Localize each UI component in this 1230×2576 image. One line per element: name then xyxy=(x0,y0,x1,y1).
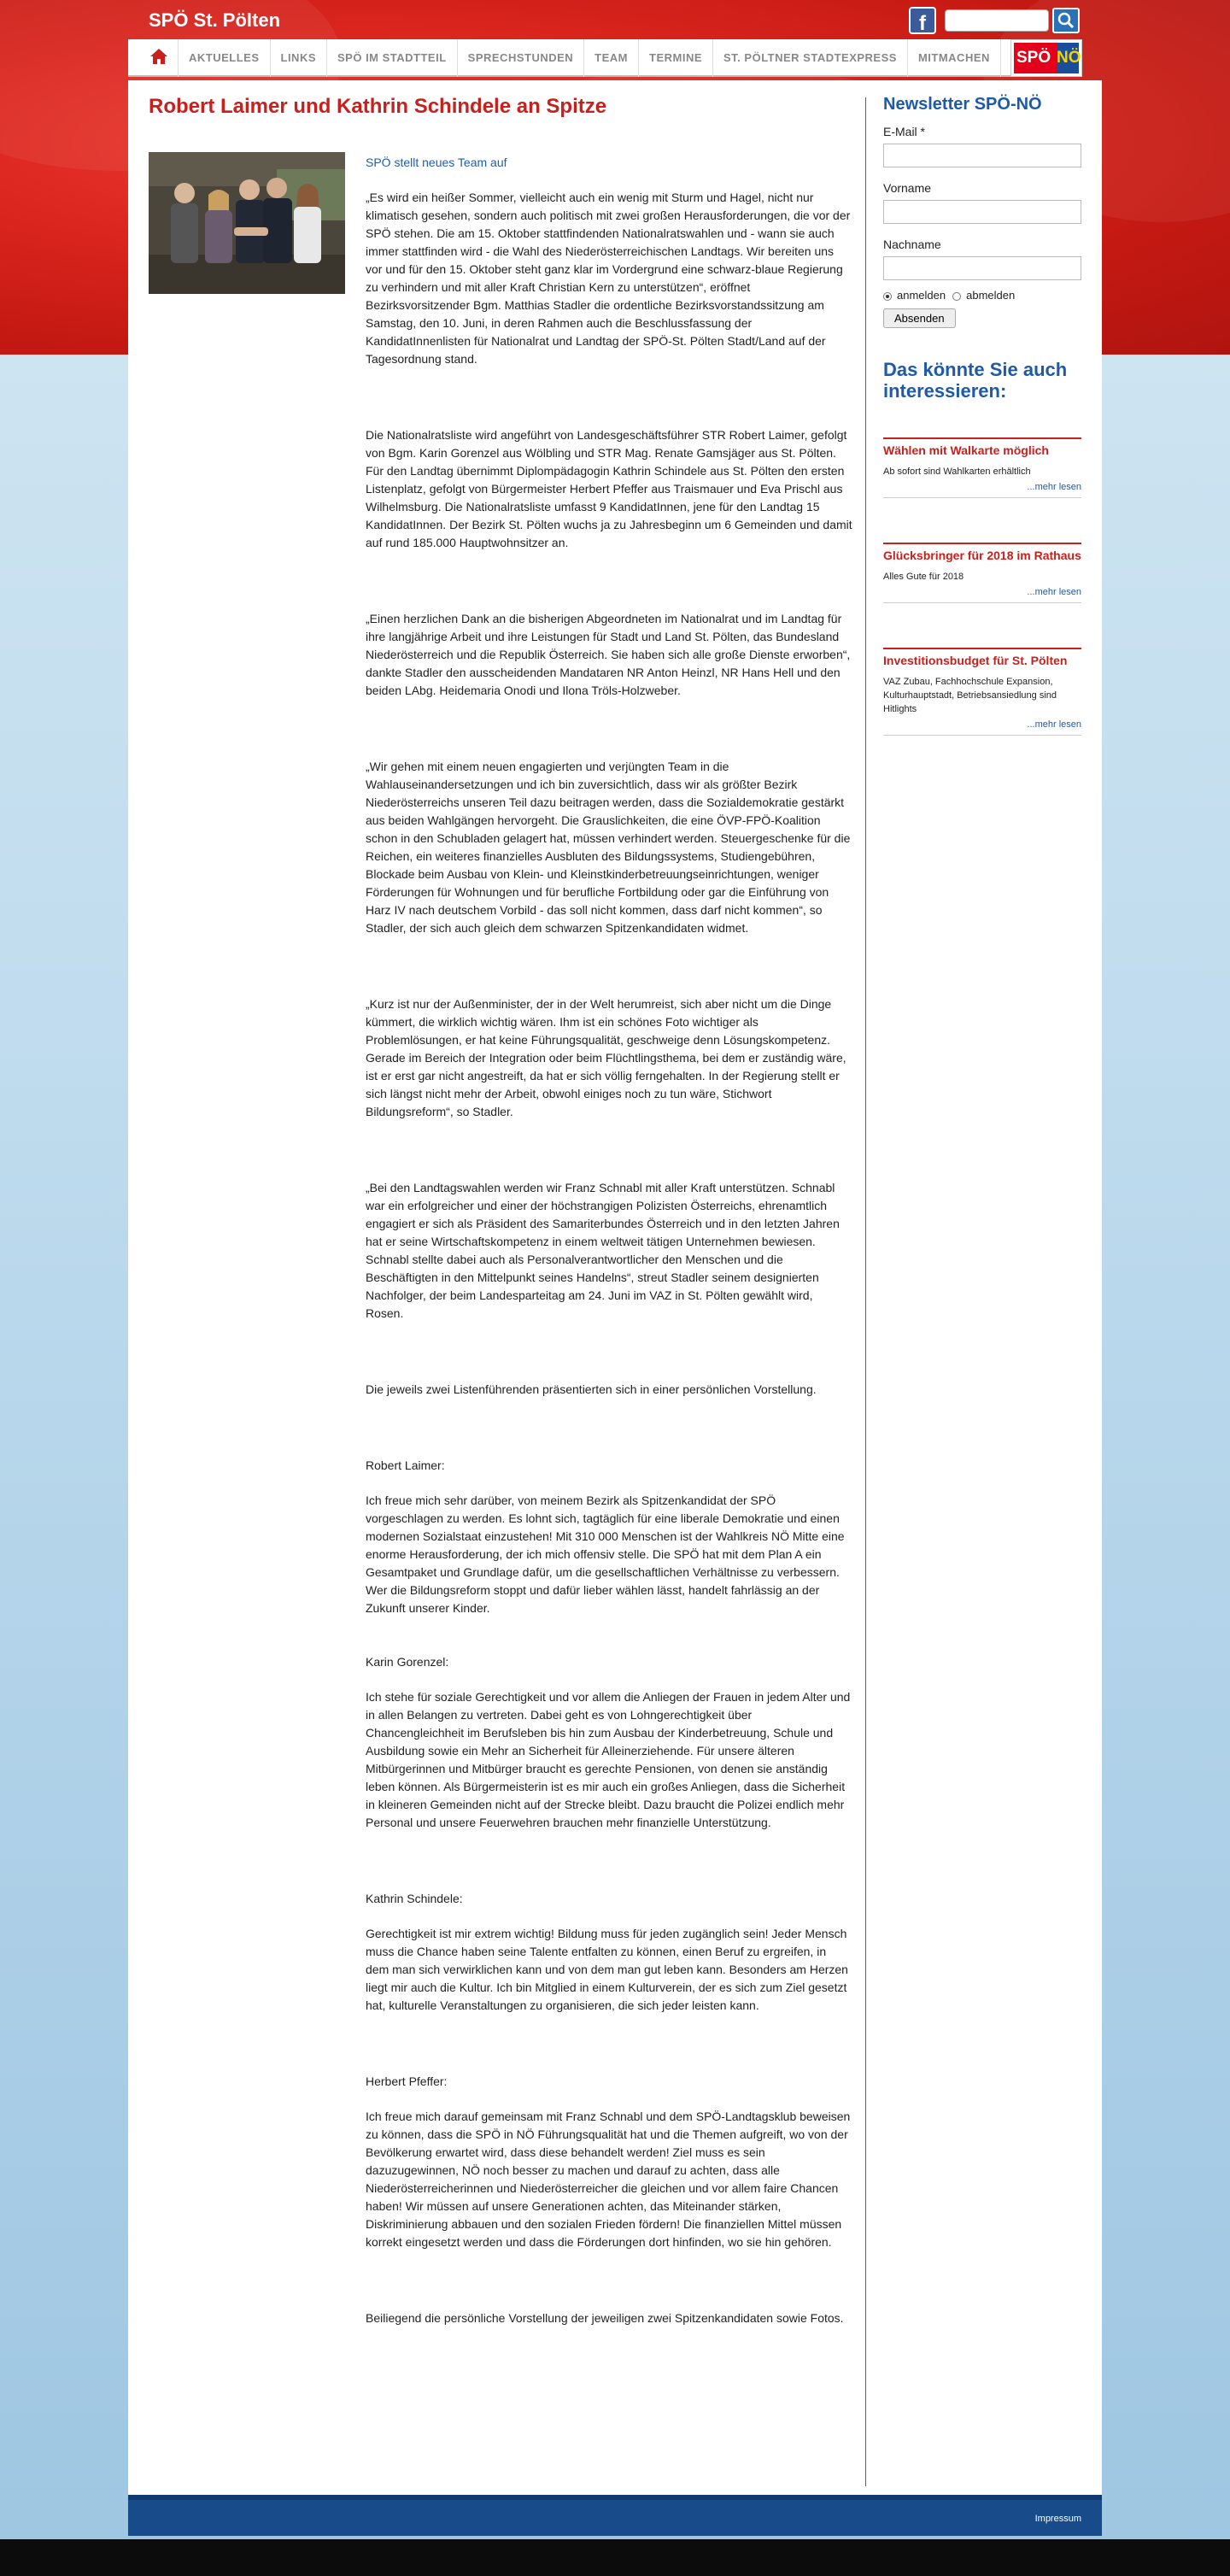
subscribe-radio[interactable] xyxy=(883,292,892,301)
related-item xyxy=(883,437,1081,498)
candidate-name: Herbert Pfeffer: xyxy=(366,2074,448,2088)
nav-item-sprechstunden[interactable]: SPRECHSTUNDEN xyxy=(457,39,584,77)
home-icon[interactable] xyxy=(149,46,169,67)
related-item-text: Alles Gute für 2018 xyxy=(883,572,964,582)
candidate-name: Karin Gorenzel: xyxy=(366,1655,449,1669)
page-title: Robert Laimer und Kathrin Schindele an Spitze xyxy=(149,95,607,118)
nav-item-links[interactable]: LINKS xyxy=(270,39,327,77)
email-label: E-Mail * xyxy=(883,125,926,138)
impressum-link[interactable]: Impressum xyxy=(1034,2514,1081,2524)
lastname-field[interactable] xyxy=(883,256,1081,280)
nav-item-aktuelles[interactable]: AKTUELLES xyxy=(178,39,270,77)
candidate-statement: Ich freue mich darauf gemeinsam mit Franz Schnabl und dem SPÖ-Landtagsklub beweisen zu können, dass die SPÖ in NÖ Führungsqualität hat und die Themen aufgreift, wo von der Bevölkerung erwartet wird, dass diese behandelt werden! Ziel muss es sein dazuzugewinnen, NÖ noch besser zu machen und darauf zu achten, dass alle Niederösterreicherinnen und Niederösterreicher die gleichen und vor allem faire Chancen haben! Wir müssen auf unsere Generationen achten, das Miteinander stärken, Diskriminierung abbauen und den sozialen Frieden fördern! Die finanziellen Mittel müssen korrekt eingesetzt werden und dass die Förderungen dort hinfinden, wo sie hin gehören. xyxy=(366,2110,851,2249)
logo-noe-text: NÖ xyxy=(1057,43,1079,73)
firstname-label: Vorname xyxy=(883,181,932,195)
search-input[interactable] xyxy=(945,9,1049,32)
candidate-statement: Gerechtigkeit ist mir extrem wichtig! Bildung muss für jeden zugänglich sein! Jeder Mensch muss die Chance haben seine Talente entfalten zu können, einen Beruf zu ergreifen, in dem man sich verwirklichen kann und von dem man gut leben kann. Besonders am Herzen liegt mir auch die Kultur. Ich bin Mitglied in einem Kulturverein, der es sich zum Ziel gesetzt hat, kulturelle Veranstaltungen zu organisieren, die sich jeder leisten kann. xyxy=(366,1927,848,2012)
candidate-name: Kathrin Schindele: xyxy=(366,1892,463,1905)
article-subtitle: SPÖ stellt neues Team auf xyxy=(366,155,507,169)
header xyxy=(128,0,1102,39)
read-more-link[interactable]: ...mehr lesen xyxy=(883,719,1081,736)
email-field[interactable] xyxy=(883,144,1081,167)
related-item-text: Ab sofort sind Wahlkarten erhältlich xyxy=(883,466,1031,477)
content-area xyxy=(128,80,1102,2495)
article-paragraph: Die jeweils zwei Listenführenden präsentierten sich in einer persönlichen Vorstellung. xyxy=(366,1382,817,1396)
nav-item-mitmachen[interactable]: MITMACHEN xyxy=(907,39,1001,77)
firstname-field[interactable] xyxy=(883,200,1081,224)
nav-items xyxy=(178,39,1001,77)
related-heading: Das könnte Sie auch interessieren: xyxy=(883,359,1068,402)
main-navigation xyxy=(128,39,1102,80)
related-item-title[interactable]: Glücksbringer für 2018 im Rathaus xyxy=(883,549,1081,562)
candidate-name: Robert Laimer: xyxy=(366,1458,445,1472)
article-paragraph: „Einen herzlichen Dank an die bisherigen Abgeordneten im Nationalrat und im Landtag für ihre langjährige Arbeit und ihre Leistungen für Stadt und Land St. Pölten, das Bundesland Niederösterreich und die Republik Österreich. Sie haben sich alle große Dienste erworben“, dankte Stadler den ausscheidenden Mandataren NR Anton Heinzl, NR Hans Hell und den beiden LAbg. Heidemaria Onodi und Ilona Tröls-Holzweber. xyxy=(366,612,851,697)
facebook-icon[interactable]: f xyxy=(909,7,936,34)
nav-item-spoe-im-stadtteil[interactable]: SPÖ IM STADTTEIL xyxy=(326,39,457,77)
candidate-statement: Ich freue mich sehr darüber, von meinem Bezirk als Spitzenkandidat der SPÖ vorgeschlagen zu werden. Es lohnt sich, tagtäglich für eine liberale Demokratie und einen modernen Sozialstaat einzustehen! Mit 310 000 Menschen ist der Wahlkreis NÖ Mitte eine enorme Herausforderung, der ich mich offensiv stelle. Die SPÖ hat mit dem Plan A ein Gesamtpaket und Grundlage dafür, um die gesellschaftlichen Verhältnisse zu verbessern. Wer die Bildungsreform stoppt und dafür lieber wählen lässt, handelt fahrlässig an der Zukunft unserer Kinder. xyxy=(366,1493,845,1615)
logo-spoe-text: SPÖ xyxy=(1014,43,1057,73)
column-divider xyxy=(865,97,866,2486)
site-wrapper xyxy=(128,0,1102,2576)
nav-item-team[interactable]: TEAM xyxy=(583,39,638,77)
newsletter-heading: Newsletter SPÖ-NÖ xyxy=(883,95,1042,114)
article-paragraph: „Wir gehen mit einem neuen engagierten und verjüngten Team in die Wahlauseinandersetzungen und ich bin zuversichtlich, dass wir als größter Bezirk Niederösterreichs unseren Teil dazu beitragen werden, dass die Sozialdemokratie gestärkt aus beiden Wahlgängen hervorgeht. Die Grauslichkeiten, die eine ÖVP-FPÖ-Koalition schon in den Schubladen gelagert hat, müssen verhindert werden. Steuergeschenke für die Reichen, ein weiteres finanzielles Ausbluten des Bildungssystems, Studiengebühren, Blockade beim Ausbau von Klein- und Kleinstkinderbetreuungseinrichtungen, weniger Förderungen für Wohnungen und für berufliche Fortbildung oder gar die Einführung von Harz IV nach deutschem Vorbild - das soll nicht kommen, dass darf nicht kommen“, so Stadler, der sich auch gleich dem schwarzen Spitzenkandidaten widmet. xyxy=(366,760,851,935)
article-paragraph: Die Nationalratsliste wird angeführt von Landesgeschäftsführer STR Robert Laimer, gefolgt von Bgm. Karin Gorenzel aus Wölbling und STR Mag. Renate Gamsjäger aus St. Pölten. Für den Landtag übernimmt Diplompädagogin Kathrin Schindele aus St. Pölten den ersten Listenplatz, gefolgt von Bürgermeister Herbert Pfeffer aus Traismauer und Eva Prischl aus Wilhelmsburg. Die Nationalratsliste umfasst 9 KandidatInnen, jene für den Landtag 15 KandidatInnen. Der Bezirk St. Pölten wuchs ja zu Jahresbeginn um 6 Gemeinden und damit auf rund 185.000 Hauptwohnsitzer an. xyxy=(366,428,852,549)
nav-strip xyxy=(128,39,1041,77)
search-icon xyxy=(1054,9,1078,32)
search-button[interactable] xyxy=(1052,8,1080,33)
footer xyxy=(128,2495,1102,2536)
article-paragraph: „Es wird ein heißer Sommer, vielleicht auch ein wenig mit Sturm und Hagel, nicht nur klimatisch gesehen, sondern auch politisch mit zwei großen Herausforderungen, die vor der SPÖ stehen. Die am 15. Oktober stattfindenden Nationalratswahlen und - wann sie auch immer stattfinden wird - die Wahl des Niederösterreichischen Landtags. Wir bereiten uns vor und für den 15. Oktober steht ganz klar im Vordergrund eine schwarz-blaue Regierung zu verhindern und mit aller Kraft Christian Kern zu unterstützen“, eröffnet Bezirksvorsitzender Bgm. Matthias Stadler die ordentliche Bezirksvorstandssitzung am Samstag, den 10. Juni, in deren Rahmen auch die Beschlussfassung der KandidatInnenlisten für Nationalrat und Landtag der SPÖ-St. Pölten Stadt/Land auf der Tagesordnung stand. xyxy=(366,191,851,366)
nav-item-termine[interactable]: TERMINE xyxy=(638,39,712,77)
subscribe-label: anmelden xyxy=(897,289,946,302)
related-item xyxy=(883,543,1081,603)
submit-button[interactable]: Absenden xyxy=(883,308,956,328)
related-item xyxy=(883,648,1081,736)
sidebar xyxy=(883,94,1081,736)
team-photo xyxy=(149,152,345,294)
related-item-title[interactable]: Investitionsbudget für St. Pölten xyxy=(883,654,1068,667)
article-paragraph: Beiliegend die persönliche Vorstellung der jeweiligen zwei Spitzenkandidaten sowie Fotos. xyxy=(366,2311,844,2325)
unsubscribe-label: abmelden xyxy=(966,289,1016,302)
candidate-statement: Ich stehe für soziale Gerechtigkeit und vor allem die Anliegen der Frauen in jedem Alter und in allen Belangen zu vertreten. Dabei geht es von Lohngerechtigkeit über Chancengleichheit im Berufsleben bis hin zum Ausbau der Kinderbetreuung, Schule und Ausbildung sowie ein Mehr an Sicherheit für Alleinerziehende. Für unsere älteren Mitbürgerinnen und Mitbürger braucht es gerechte Pensionen, von denen sie anständig leben können. Als Bürgermeisterin ist es mir auch ein großes Anliegen, dass die Sicherheit in kleineren Gemeinden nicht auf der Strecke bleibt. Dazu braucht die Polizei endlich mehr Personal und unsere Feuerwehren brauchen mehr finanzielle Unterstützung. xyxy=(366,1690,851,1829)
read-more-link[interactable]: ...mehr lesen xyxy=(883,587,1081,603)
lastname-label: Nachname xyxy=(883,238,941,251)
related-item-title[interactable]: Wählen mit Walkarte möglich xyxy=(883,443,1049,457)
spoe-noe-logo[interactable] xyxy=(1010,39,1082,77)
article-paragraph: „Kurz ist nur der Außenminister, der in der Welt herumreist, sich aber nicht um die Dinge kümmert, die wirklich wichtig wären. Ihm ist ein schönes Foto wichtiger als Problemlösungen, er hat keine Führungsqualität, geschweige denn Lösungskompetenz. Gerade im Bereich der Integration oder beim Flüchtlingsthema, bei dem er zuständig wäre, ist er erst gar nicht angestreift, da hat er sich völlig ferngehalten. In der Regierung stellt er sich längst nicht mehr der Arbeit, obwohl einiges noch zu tun wäre, Stichwort Bildungsreform“, so Stadler. xyxy=(366,997,846,1118)
page-bottom-bar xyxy=(0,2539,1230,2576)
article-body xyxy=(366,154,852,2345)
related-item-text: VAZ Zubau, Fachhochschule Expansion, Kulturhauptstadt, Betriebsansiedlung sind Hitlights xyxy=(883,677,1057,714)
main-column xyxy=(149,94,858,2325)
unsubscribe-radio[interactable] xyxy=(952,292,961,301)
site-title[interactable]: SPÖ St. Pölten xyxy=(149,9,281,31)
article-paragraph: „Bei den Landtagswahlen werden wir Franz Schnabl mit aller Kraft unterstützen. Schnabl war ein erfolgreicher und einer der höchstrangigen Polizisten Österreichs, ehrenamtlich engagiert er sich als Präsident des Samariterbundes Österreich und in den letzten Jahren hat er seine Wirtschaftskompetenz in einem weltweit tätigen Unternehmen bewiesen. Schnabl stellte dabei auch als Personalverantwortlicher den Menschen und die Beschäftigten in den Mittelpunkt seines Handelns“, streut Stadler seinem designierten Nachfolger, der beim Landesparteitag am 24. Juni im VAZ in St. Pölten gewählt wird, Rosen. xyxy=(366,1181,840,1320)
nav-item-stadtexpress[interactable]: ST. PÖLTNER STADTEXPRESS xyxy=(712,39,907,77)
subscription-options xyxy=(883,289,1081,302)
read-more-link[interactable]: ...mehr lesen xyxy=(883,482,1081,498)
